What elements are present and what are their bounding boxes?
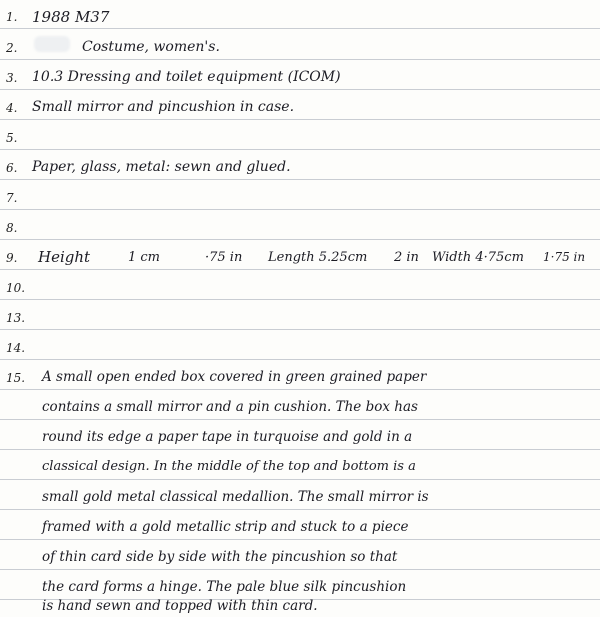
line-number: 15.: [6, 371, 26, 385]
line-number: 7.: [6, 191, 18, 205]
rule-line: [0, 329, 600, 330]
rule-line: [0, 509, 600, 510]
description-line: is hand sewn and topped with thin card.: [42, 598, 318, 614]
line-number: 2.: [6, 41, 18, 55]
rule-line: [0, 359, 600, 360]
height-in: ·75 in: [205, 250, 243, 265]
rule-line: [0, 449, 600, 450]
line-number: 10.: [6, 281, 26, 295]
description-line: of thin card side by side with the pincushion so that: [42, 549, 398, 565]
rule-line: [0, 539, 600, 540]
rule-line: [0, 59, 600, 60]
line-number: 13.: [6, 311, 26, 325]
rule-line: [0, 119, 600, 120]
line-number: 5.: [6, 131, 18, 145]
line-number: 9.: [6, 251, 18, 265]
rule-line: [0, 299, 600, 300]
line-number: 14.: [6, 341, 26, 355]
rule-line: [0, 239, 600, 240]
accession-number: 1988 M37: [32, 8, 110, 26]
line-number: 1.: [6, 10, 18, 24]
object-name: Small mirror and pincushion in case.: [32, 99, 295, 115]
length-in: 2 in: [394, 250, 419, 265]
height-label: Height: [38, 248, 91, 266]
description-line: the card forms a hinge. The pale blue silk pincushion: [42, 579, 407, 595]
rule-line: [0, 209, 600, 210]
icom-category: 10.3 Dressing and toilet equipment (ICOM): [32, 69, 341, 85]
description-line: framed with a gold metallic strip and stuck to a piece: [42, 519, 409, 535]
materials: Paper, glass, metal: sewn and glued.: [32, 159, 291, 175]
line-number: 8.: [6, 221, 18, 235]
width-in: 1·75 in: [543, 250, 586, 264]
line-number: 3.: [6, 71, 18, 85]
line-number: 6.: [6, 161, 18, 175]
rule-line: [0, 269, 600, 270]
rule-line: [0, 179, 600, 180]
rule-line: [0, 28, 600, 29]
classification: Costume, women's.: [82, 39, 220, 55]
rule-line: [0, 149, 600, 150]
description-line: A small open ended box covered in green grained paper: [42, 369, 427, 385]
description-line: round its edge a paper tape in turquoise and gold in a: [42, 429, 413, 445]
length: Length 5.25cm: [268, 250, 368, 265]
rule-line: [0, 89, 600, 90]
description-line: small gold metal classical medallion. The small mirror is: [42, 489, 429, 505]
redaction-smudge: [34, 36, 70, 52]
rule-line: [0, 389, 600, 390]
line-number: 4.: [6, 101, 18, 115]
width: Width 4·75cm: [432, 250, 524, 265]
description-line: contains a small mirror and a pin cushion. The box has: [42, 399, 418, 415]
rule-line: [0, 569, 600, 570]
height-cm: 1 cm: [128, 250, 161, 265]
rule-line: [0, 479, 600, 480]
description-line: classical design. In the middle of the top and bottom is a: [42, 459, 416, 474]
rule-line: [0, 419, 600, 420]
